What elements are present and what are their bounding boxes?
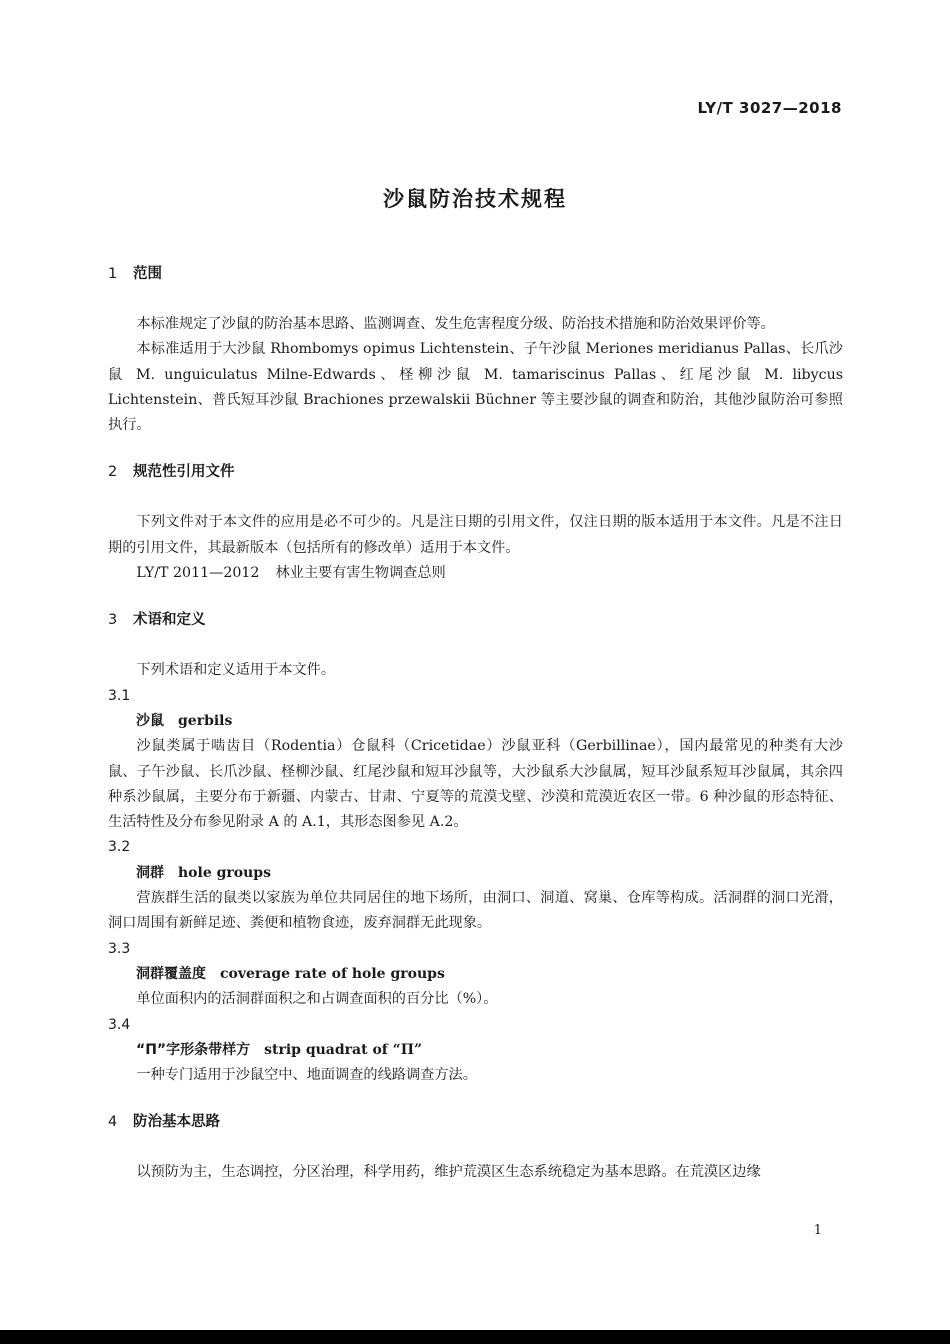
section-heading-3 [108, 608, 843, 633]
paragraph: 以预防为主，生态调控，分区治理，科学用药，维护荒漠区生态系统稳定为基本思路。在荒漠区边缘 [136, 1164, 761, 1181]
paragraph: 本标准规定了沙鼠的防治基本思路、监测调查、发生危害程度分级、防治技术措施和防治效果评价等。 [136, 316, 775, 332]
section-number: 4 [108, 1114, 118, 1131]
reference-code: LY/T 2011—2012 [136, 565, 260, 582]
term-zh: 洞群覆盖度 [136, 965, 206, 982]
section-number: 1 [108, 266, 118, 282]
term-title [108, 962, 843, 987]
section-heading-4 [108, 1110, 843, 1135]
paragraph: 下列术语和定义适用于本文件。 [136, 662, 336, 679]
term-zh: 沙鼠 [136, 712, 164, 729]
term-number: 3.3 [108, 940, 131, 957]
paragraph: 本标准适用于大沙鼠 Rhombomys opimus Lichtenstein、子午沙鼠 Meriones meridianus Pallas、长爪沙鼠 M. unguiculatus Milne-Edwards、柽柳沙鼠 M. tamariscinus Pallas、红尾沙鼠 M. libycus Lichtenstein、普氏短耳沙鼠 Brachiones przewalskii Büchner 等主要沙鼠的调查和防治，其他沙鼠防治可参照执行。 [108, 341, 843, 434]
term-title [108, 709, 843, 734]
term-number: 3.4 [108, 1016, 131, 1033]
normative-reference [108, 561, 843, 586]
section-heading-1 [108, 262, 843, 287]
section-number: 2 [108, 464, 118, 481]
section-title: 范围 [133, 266, 162, 282]
term-en: gerbils [178, 712, 233, 729]
term-zh: 洞群 [136, 864, 164, 881]
bottom-edge-bar [0, 1330, 950, 1344]
term-en: strip quadrat of “Π” [264, 1041, 423, 1058]
term-number: 3.1 [108, 687, 131, 704]
document-title: 沙鼠防治技术规程 [383, 187, 567, 211]
section-title: 术语和定义 [133, 612, 206, 629]
term-definition: 单位面积内的活洞群面积之和占调查面积的百分比（%）。 [136, 991, 498, 1008]
document-body [108, 262, 843, 1186]
paragraph: 下列文件对于本文件的应用是必不可少的。凡是注日期的引用文件，仅注日期的版本适用于本文件。凡是不注日期的引用文件，其最新版本（包括所有的修改单）适用于本文件。 [108, 514, 843, 556]
term-definition: 一种专门适用于沙鼠空中、地面调查的线路调查方法。 [136, 1067, 477, 1084]
term-definition: 沙鼠类属于啮齿目（Rodentia）仓鼠科（Cricetidae）沙鼠亚科（Gerbillinae），国内最常见的种类有大沙鼠、子午沙鼠、长爪沙鼠、柽柳沙鼠、红尾沙鼠和短耳沙鼠等，大沙鼠系大沙鼠属，短耳沙鼠系短耳沙鼠属，其余四种系沙鼠属，主要分布于新疆、内蒙古、甘肃、宁夏等的荒漠戈壁、沙漠和荒漠近农区一带。6 种沙鼠的形态特征、生活特性及分布参见附录 A 的 A.1，其形态图参见 A.2。 [108, 738, 843, 831]
term-title [108, 861, 843, 886]
section-title: 防治基本思路 [133, 1114, 220, 1131]
term-number: 3.2 [108, 839, 131, 856]
reference-name: 林业主要有害生物调查总则 [275, 565, 446, 582]
term-en: hole groups [178, 864, 271, 881]
term-definition: 营族群生活的鼠类以家族为单位共同居住的地下场所，由洞口、洞道、窝巢、仓库等构成。活洞群的洞口光滑，洞口周围有新鲜足迹、粪便和植物食迹，废弃洞群无此现象。 [108, 890, 843, 932]
term-title [108, 1038, 843, 1063]
section-number: 3 [108, 612, 118, 629]
term-zh: “Π”字形条带样方 [136, 1041, 251, 1058]
section-heading-2 [108, 460, 843, 485]
page-number: 1 [813, 1223, 822, 1238]
section-title: 规范性引用文件 [133, 464, 235, 481]
standard-code: LY/T 3027—2018 [697, 99, 842, 117]
term-en: coverage rate of hole groups [220, 965, 445, 982]
